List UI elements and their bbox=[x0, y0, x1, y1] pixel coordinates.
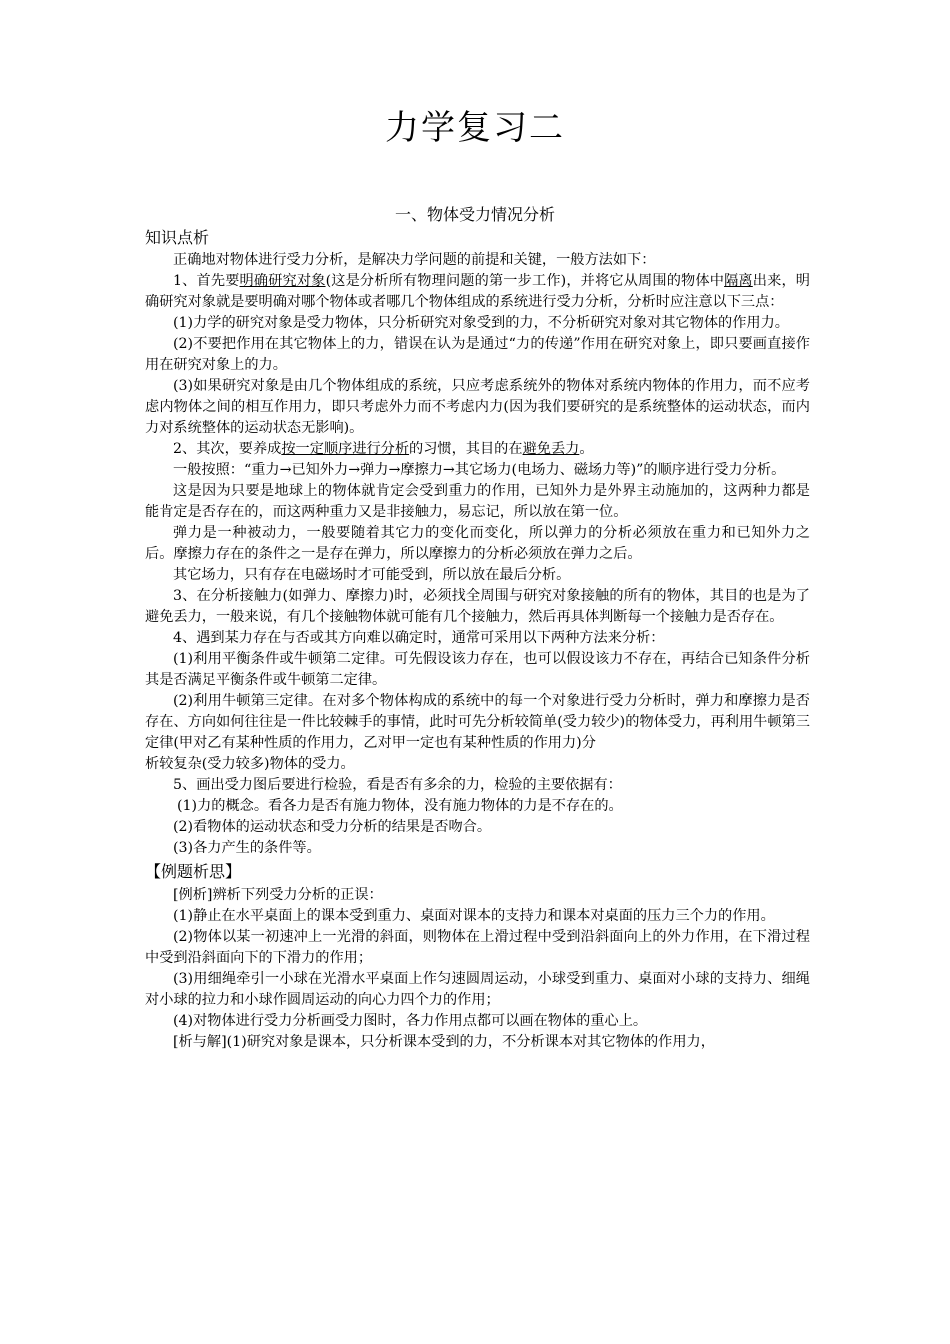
document-title: 力学复习二 bbox=[385, 108, 565, 148]
point-5-paragraph: 5、画出受力图后要进行检验，看是否有多余的力，检验的主要依据有： bbox=[173, 777, 622, 793]
point-4-paragraph: 4、遇到某力存在与否或其方向难以确定时，通常可采用以下两种方法来分析： bbox=[173, 630, 665, 646]
knowledge-label: 知识点析 bbox=[145, 228, 210, 247]
point-2-reason-1: 这是因为只要是地球上的物体就肯定会受到重力的作用，已知外力是外界主动施加的，这两种力都是能肯定是否存在的，而这两种重力又是非接触力，易忘记，所以放在第一位。 bbox=[145, 483, 810, 520]
point-1-text-a: 1、首先要 bbox=[173, 273, 240, 289]
point-5-check-3: (3)各力产生的条件等。 bbox=[173, 840, 321, 856]
point-2-text-c: 。 bbox=[579, 441, 594, 457]
analysis-paragraph: [析与解](1)研究对象是课本，只分析课本受到的力，不分析课本对其它物体的作用力， bbox=[173, 1034, 715, 1050]
point-2-underline-order: 按一定顺序进行分析 bbox=[281, 441, 410, 457]
point-4-method-2: (2)利用牛顿第三定律。在对多个物体构成的系统中的每一个对象进行受力分析时，弹力和摩擦力是否存在、方向如何往往是一件比较棘手的事情，此时可先分析较简单(受力较少)的物体受力，再利用牛顿第三定律(甲对乙有某种性质的作用力，乙对甲一定也有某种性质的作用力)分 bbox=[145, 693, 810, 751]
example-item-2: (2)物体以某一初速冲上一光滑的斜面，则物体在上滑过程中受到沿斜面向上的外力作用，在下滑过程中受到沿斜面向下的下滑力的作用； bbox=[145, 929, 810, 966]
point-3-paragraph: 3、在分析接触力(如弹力、摩擦力)时，必须找全周围与研究对象接触的所有的物体，其目的也是为了避免丢力，一般来说，有几个接触物体就可能有几个接触力，然后再具体判断每一个接触力是否存在。 bbox=[145, 588, 810, 625]
point-5-check-2: (2)看物体的运动状态和受力分析的结果是否吻合。 bbox=[173, 819, 492, 835]
point-2-text-b: 的习惯，其目的在 bbox=[409, 441, 523, 457]
section-heading: 一、物体受力情况分析 bbox=[394, 205, 555, 224]
intro-paragraph: 正确地对物体进行受力分析，是解决力学问题的前提和关键，一般方法如下： bbox=[173, 252, 656, 268]
point-4-method-1: (1)利用平衡条件或牛顿第二定律。可先假设该力存在，也可以假设该力不存在，再结合已知条件分析其是否满足平衡条件或牛顿第二定律。 bbox=[145, 651, 810, 688]
point-1-text-b: (这是分析所有物理问题的第一步工作)，并将它从周围的物体中 bbox=[325, 273, 725, 289]
example-item-3: (3)用细绳牵引一小球在光滑水平桌面上作匀速圆周运动，小球受到重力、桌面对小球的支持力、细绳对小球的拉力和小球作圆周运动的向心力四个力的作用； bbox=[145, 971, 810, 1008]
point-4-method-2-continued: 析较复杂(受力较多)物体的受力。 bbox=[145, 756, 355, 772]
point-1-text-c: 出来，明确研究对象就是要明确对哪个物体或者哪几个物体组成的系统进行受力分析，分析时应注意以下三点： bbox=[145, 273, 810, 310]
point-1-note-3: (3)如果研究对象是由几个物体组成的系统，只应考虑系统外的物体对系统内物体的作用力，而不应考虑内物体之间的相互作用力，即只考虑外力而不考虑内力(因为我们要研究的是系统整体的运动状态，而内力对系统整体的运动状态无影响)。 bbox=[145, 378, 810, 436]
example-item-4: (4)对物体进行受力分析画受力图时，各力作用点都可以画在物体的重心上。 bbox=[173, 1013, 648, 1029]
example-intro: [例析]辨析下列受力分析的正误： bbox=[173, 887, 383, 903]
point-1-underline-study-object: 明确研究对象 bbox=[239, 273, 326, 289]
example-item-1: (1)静止在水平桌面上的课本受到重力、桌面对课本的支持力和课本对桌面的压力三个力的作用。 bbox=[173, 908, 775, 924]
point-1-underline-isolate: 隔离 bbox=[724, 273, 753, 289]
point-2-text-a: 2、其次，要养成 bbox=[173, 441, 282, 457]
point-1-note-1: (1)力学的研究对象是受力物体，只分析研究对象受到的力，不分析研究对象对其它物体的作用力。 bbox=[173, 315, 789, 331]
point-1-paragraph bbox=[145, 271, 810, 313]
point-1-note-2: (2)不要把作用在其它物体上的力，错误在认为是通过“力的传递”作用在研究对象上，即只要画直接作用在研究对象上的力。 bbox=[145, 336, 810, 373]
point-2-order: 一般按照：“重力→已知外力→弹力→摩擦力→其它场力(电场力、磁场力等)”的顺序进行受力分析。 bbox=[173, 462, 786, 478]
example-label: 【例题析思】 bbox=[145, 862, 242, 881]
document-body bbox=[145, 226, 810, 1053]
point-2-paragraph bbox=[145, 439, 810, 460]
point-2-underline-avoid-missing: 避免丢力 bbox=[522, 441, 580, 457]
point-2-reason-3: 其它场力，只有存在电磁场时才可能受到，所以放在最后分析。 bbox=[173, 567, 571, 583]
point-5-check-1: (1)力的概念。看各力是否有施力物体，没有施力物体的力是不存在的。 bbox=[177, 798, 623, 814]
point-2-reason-2: 弹力是一种被动力，一般要随着其它力的变化而变化，所以弹力的分析必须放在重力和已知外力之后。摩擦力存在的条件之一是存在弹力，所以摩擦力的分析必须放在弹力之后。 bbox=[145, 525, 810, 562]
